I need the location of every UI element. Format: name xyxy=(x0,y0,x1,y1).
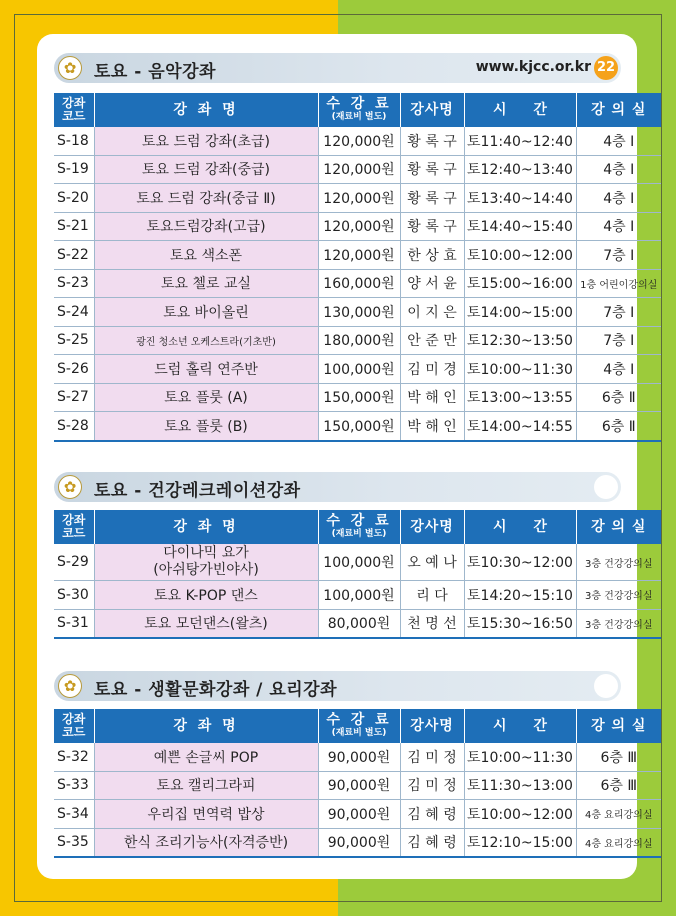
teacher-name: 박 해 인 xyxy=(400,383,464,412)
classroom: 4층 Ⅰ xyxy=(576,212,661,241)
course-code: S-20 xyxy=(54,184,94,213)
course-code: S-24 xyxy=(54,298,94,327)
class-time: 토14:40~15:40 xyxy=(464,212,576,241)
table-header-row xyxy=(54,709,661,743)
course-name: 토요 드럼 강좌(초급) xyxy=(94,127,318,155)
course-code: S-21 xyxy=(54,212,94,241)
table-header-row xyxy=(54,510,661,544)
classroom: 4층 Ⅰ xyxy=(576,127,661,155)
course-fee: 120,000원 xyxy=(318,184,400,213)
class-time: 토11:40~12:40 xyxy=(464,127,576,155)
course-fee: 80,000원 xyxy=(318,609,400,638)
course-name: 토요 색소폰 xyxy=(94,241,318,270)
classroom: 7층 Ⅰ xyxy=(576,326,661,355)
course-name: 광진 청소년 오케스트라(기초반) xyxy=(94,326,318,355)
classroom: 7층 Ⅰ xyxy=(576,241,661,270)
classroom: 4층 요리강의실 xyxy=(576,828,661,857)
course-name: 토요드럼강좌(고급) xyxy=(94,212,318,241)
teacher-name: 이 지 은 xyxy=(400,298,464,327)
header-room: 강 의 실 xyxy=(576,93,661,127)
decorative-circle xyxy=(594,475,618,499)
header-teacher: 강사명 xyxy=(400,510,464,544)
course-name: 토요 첼로 교실 xyxy=(94,269,318,298)
table-row xyxy=(54,609,661,638)
table-row xyxy=(54,828,661,857)
course-name: 드럼 홀릭 연주반 xyxy=(94,355,318,384)
teacher-name: 김 혜 령 xyxy=(400,800,464,829)
teacher-name: 김 미 정 xyxy=(400,771,464,800)
classroom: 4층 Ⅰ xyxy=(576,155,661,184)
class-time: 토10:00~12:00 xyxy=(464,800,576,829)
course-code: S-19 xyxy=(54,155,94,184)
class-time: 토12:10~15:00 xyxy=(464,828,576,857)
class-time: 토13:00~13:55 xyxy=(464,383,576,412)
table-row xyxy=(54,326,661,355)
classroom: 4층 요리강의실 xyxy=(576,800,661,829)
teacher-name: 오 예 나 xyxy=(400,544,464,581)
table-row xyxy=(54,771,661,800)
table-body xyxy=(54,743,661,857)
teacher-name: 황 록 구 xyxy=(400,212,464,241)
table-row xyxy=(54,412,661,441)
course-code: S-35 xyxy=(54,828,94,857)
table-row xyxy=(54,544,661,581)
site-url: www.kjcc.or.kr xyxy=(475,59,591,75)
class-time: 토12:40~13:40 xyxy=(464,155,576,184)
classroom: 6층 Ⅲ xyxy=(576,771,661,800)
section-header-culture xyxy=(54,671,621,701)
course-fee: 90,000원 xyxy=(318,743,400,771)
class-time: 토14:20~15:10 xyxy=(464,581,576,610)
table-row xyxy=(54,155,661,184)
class-time: 토15:30~16:50 xyxy=(464,609,576,638)
header-name: 강 좌 명 xyxy=(94,709,318,743)
course-fee: 180,000원 xyxy=(318,326,400,355)
header-code: 강좌 코드 xyxy=(54,93,94,127)
header-name: 강 좌 명 xyxy=(94,510,318,544)
course-fee: 90,000원 xyxy=(318,828,400,857)
course-fee: 90,000원 xyxy=(318,771,400,800)
course-code: S-33 xyxy=(54,771,94,800)
course-name-line: (아쉬탕가빈야사) xyxy=(153,562,259,578)
course-code: S-18 xyxy=(54,127,94,155)
header-room: 강 의 실 xyxy=(576,709,661,743)
course-fee: 100,000원 xyxy=(318,581,400,610)
header-teacher: 강사명 xyxy=(400,93,464,127)
classroom: 3층 건강강의실 xyxy=(576,609,661,638)
course-code: S-23 xyxy=(54,269,94,298)
course-name: 토요 드럼 강좌(중급 Ⅱ) xyxy=(94,184,318,213)
course-name: 토요 플룻 (A) xyxy=(94,383,318,412)
table-row xyxy=(54,743,661,771)
course-table-culture xyxy=(54,709,661,858)
section-header-music xyxy=(54,53,621,83)
teacher-name: 리 다 xyxy=(400,581,464,610)
table-row xyxy=(54,212,661,241)
course-name: 토요 캘리그라피 xyxy=(94,771,318,800)
course-fee: 130,000원 xyxy=(318,298,400,327)
class-time: 토12:30~13:50 xyxy=(464,326,576,355)
course-table-music xyxy=(54,93,661,442)
course-code: S-30 xyxy=(54,581,94,610)
table-row xyxy=(54,241,661,270)
teacher-name: 황 록 구 xyxy=(400,127,464,155)
class-time: 토14:00~14:55 xyxy=(464,412,576,441)
class-time: 토10:30~12:00 xyxy=(464,544,576,581)
section-title: 토요 - 음악강좌 xyxy=(94,62,216,82)
table-body xyxy=(54,544,661,638)
teacher-name: 황 록 구 xyxy=(400,155,464,184)
flower-icon: ✿ xyxy=(58,674,82,698)
teacher-name: 김 미 정 xyxy=(400,743,464,771)
course-name: 토요 바이올린 xyxy=(94,298,318,327)
course-fee: 120,000원 xyxy=(318,241,400,270)
course-name: 한식 조리기능사(자격증반) xyxy=(94,828,318,857)
class-time: 토11:30~13:00 xyxy=(464,771,576,800)
page-number: 22 xyxy=(594,56,618,80)
course-fee: 100,000원 xyxy=(318,544,400,581)
header-time: 시 간 xyxy=(464,709,576,743)
course-name: 우리집 면역력 밥상 xyxy=(94,800,318,829)
course-fee: 90,000원 xyxy=(318,800,400,829)
course-fee: 150,000원 xyxy=(318,412,400,441)
course-fee: 120,000원 xyxy=(318,212,400,241)
table-row xyxy=(54,298,661,327)
classroom: 4층 Ⅰ xyxy=(576,184,661,213)
table-row xyxy=(54,355,661,384)
header-room: 강 의 실 xyxy=(576,510,661,544)
classroom: 1층 어린이강의실 xyxy=(576,269,661,298)
course-code: S-27 xyxy=(54,383,94,412)
classroom: 3층 건강강의실 xyxy=(576,544,661,581)
header-fee: 수 강 료 (재료비 별도) xyxy=(318,510,400,544)
teacher-name: 김 미 경 xyxy=(400,355,464,384)
decorative-circle xyxy=(594,674,618,698)
course-name: 토요 K-POP 댄스 xyxy=(94,581,318,610)
header-teacher: 강사명 xyxy=(400,709,464,743)
teacher-name: 안 준 만 xyxy=(400,326,464,355)
classroom: 6층 Ⅱ xyxy=(576,383,661,412)
class-time: 토10:00~11:30 xyxy=(464,355,576,384)
course-table-health xyxy=(54,510,661,639)
section-title: 토요 - 생활문화강좌 / 요리강좌 xyxy=(94,680,338,700)
classroom: 6층 Ⅲ xyxy=(576,743,661,771)
course-code: S-28 xyxy=(54,412,94,441)
flower-icon: ✿ xyxy=(58,475,82,499)
section-title: 토요 - 건강레크레이션강좌 xyxy=(94,481,301,501)
class-time: 토14:00~15:00 xyxy=(464,298,576,327)
class-time: 토10:00~11:30 xyxy=(464,743,576,771)
course-name: 토요 플룻 (B) xyxy=(94,412,318,441)
header-code: 강좌 코드 xyxy=(54,510,94,544)
course-name: 토요 드럼 강좌(중급) xyxy=(94,155,318,184)
header-time: 시 간 xyxy=(464,510,576,544)
header-name: 강 좌 명 xyxy=(94,93,318,127)
course-code: S-34 xyxy=(54,800,94,829)
table-row xyxy=(54,127,661,155)
course-code: S-29 xyxy=(54,544,94,581)
class-time: 토10:00~12:00 xyxy=(464,241,576,270)
teacher-name: 김 혜 령 xyxy=(400,828,464,857)
classroom: 4층 Ⅰ xyxy=(576,355,661,384)
course-fee: 100,000원 xyxy=(318,355,400,384)
header-fee: 수 강 료 (재료비 별도) xyxy=(318,93,400,127)
table-header-row xyxy=(54,93,661,127)
course-name-line: 다이나믹 요가 xyxy=(163,545,249,561)
course-name xyxy=(94,544,318,581)
flower-icon: ✿ xyxy=(58,56,82,80)
table-row xyxy=(54,269,661,298)
teacher-name: 천 명 선 xyxy=(400,609,464,638)
table-row xyxy=(54,184,661,213)
classroom: 6층 Ⅱ xyxy=(576,412,661,441)
course-code: S-31 xyxy=(54,609,94,638)
section-header-health xyxy=(54,472,621,502)
course-name: 토요 모던댄스(왈츠) xyxy=(94,609,318,638)
course-code: S-22 xyxy=(54,241,94,270)
classroom: 7층 Ⅰ xyxy=(576,298,661,327)
class-time: 토15:00~16:00 xyxy=(464,269,576,298)
table-body xyxy=(54,127,661,441)
course-fee: 120,000원 xyxy=(318,155,400,184)
teacher-name: 황 록 구 xyxy=(400,184,464,213)
table-row xyxy=(54,383,661,412)
course-code: S-26 xyxy=(54,355,94,384)
course-code: S-25 xyxy=(54,326,94,355)
course-fee: 160,000원 xyxy=(318,269,400,298)
teacher-name: 한 상 효 xyxy=(400,241,464,270)
table-row xyxy=(54,581,661,610)
course-name: 예쁜 손글씨 POP xyxy=(94,743,318,771)
course-fee: 150,000원 xyxy=(318,383,400,412)
teacher-name: 양 서 윤 xyxy=(400,269,464,298)
classroom: 3층 건강강의실 xyxy=(576,581,661,610)
header-time: 시 간 xyxy=(464,93,576,127)
table-row xyxy=(54,800,661,829)
course-code: S-32 xyxy=(54,743,94,771)
teacher-name: 박 해 인 xyxy=(400,412,464,441)
class-time: 토13:40~14:40 xyxy=(464,184,576,213)
header-code: 강좌 코드 xyxy=(54,709,94,743)
course-fee: 120,000원 xyxy=(318,127,400,155)
header-fee: 수 강 료 (재료비 별도) xyxy=(318,709,400,743)
